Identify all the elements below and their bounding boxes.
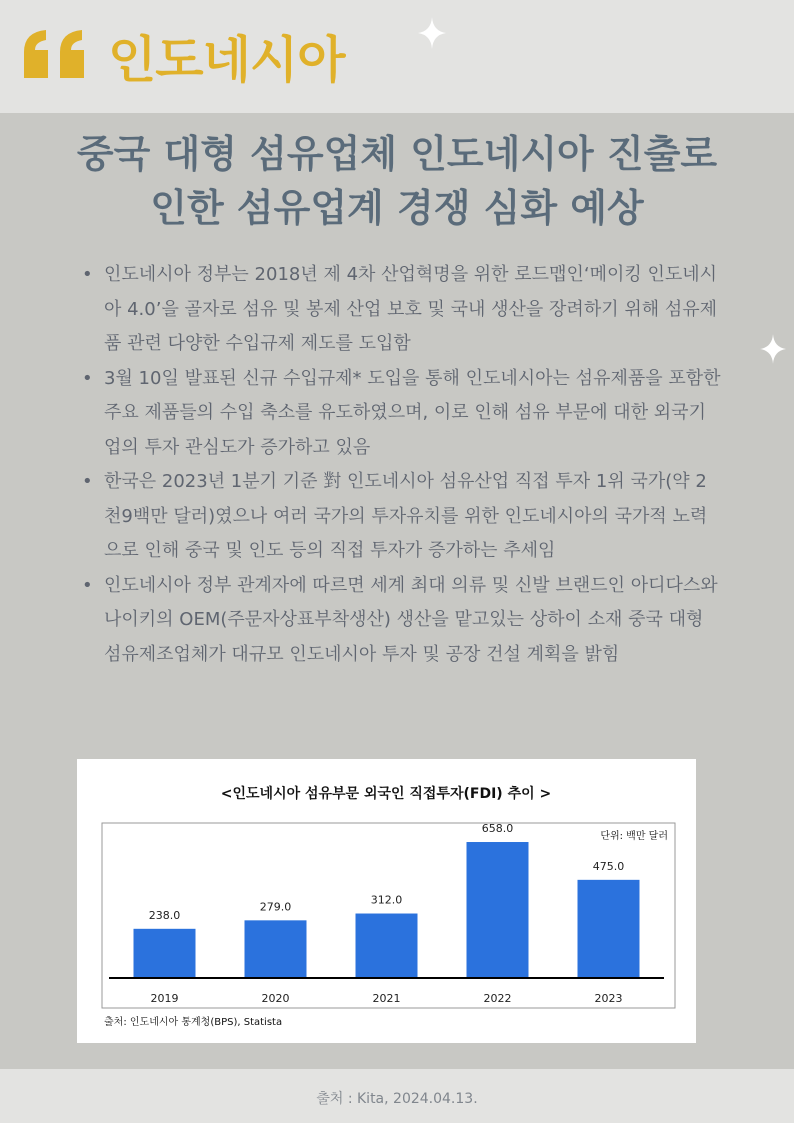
sparkle-icon bbox=[418, 17, 446, 49]
title-line-2: 인한 섬유업계 경쟁 심화 예상 bbox=[150, 186, 644, 230]
footer-source: 출처 : Kita, 2024.04.13. bbox=[316, 1091, 478, 1107]
value-label-2023: 475.0 bbox=[592, 859, 625, 873]
value-label-2020: 279.0 bbox=[259, 900, 292, 914]
bullet-list bbox=[82, 258, 722, 672]
chart-source: 출처: 인도네시아 통계청(BPS), Statista bbox=[104, 1017, 283, 1028]
x-tick-label-2020: 2020 bbox=[261, 992, 290, 1005]
bullet-item: • 인도네시아 정부는 2018년 제 4차 산업혁명을 위한 로드맵인‘메이킹 인도네시아 4.0’을 골자로 섬유 및 봉제 산업 보호 및 국내 생산을 장려하기 위해 섬유제품 관련 다양한 수입규제 제도를 도입함 bbox=[82, 258, 722, 362]
bar-2023 bbox=[578, 880, 640, 978]
title-line-1: 중국 대형 섬유업체 인도네시아 진출로 bbox=[76, 132, 718, 176]
bar-2020 bbox=[245, 920, 307, 978]
bullet-item: • 한국은 2023년 1분기 기준 對 인도네시아 섬유산업 직접 투자 1위 국가(약 2천9백만 달러)였으나 여러 국가의 투자유치를 위한 인도네시아의 국가적 노력으로 인해 중국 및 인도 등의 직접 투자가 증가하는 추세임 bbox=[82, 465, 722, 569]
bar-2021 bbox=[356, 914, 418, 978]
value-label-2022: 658.0 bbox=[481, 822, 514, 836]
bullet-item: • 인도네시아 정부 관계자에 따르면 세계 최대 의류 및 신발 브랜드인 아디다스와 나이키의 OEM(주문자상표부착생산) 생산을 맡고있는 상하이 소재 중국 대형 섬유제조업체가 대규모 인도네시아 투자 및 공장 건설 계획을 밝힘 bbox=[82, 569, 722, 673]
page-title bbox=[40, 127, 754, 235]
bar-2019 bbox=[134, 929, 196, 978]
quote-mark-icon bbox=[22, 30, 92, 80]
bullet-item: • 3월 10일 발표된 신규 수입규제* 도입을 통해 인도네시아는 섬유제품을 포함한 주요 제품들의 수입 축소를 유도하였으며, 이로 인해 섬유 부문에 대한 외국기업의 투자 관심도가 증가하고 있음 bbox=[82, 362, 722, 466]
x-tick-label-2022: 2022 bbox=[483, 992, 512, 1005]
brand-title: 인도네시아 bbox=[108, 31, 345, 89]
chart-title: <인도네시아 섬유부문 외국인 직접투자(FDI) 추이 > bbox=[220, 786, 552, 802]
value-label-2019: 238.0 bbox=[148, 908, 181, 922]
fdi-bar-chart bbox=[77, 759, 696, 1043]
x-tick-label-2021: 2021 bbox=[372, 992, 401, 1005]
value-label-2021: 312.0 bbox=[370, 893, 403, 907]
bar-2022 bbox=[467, 842, 529, 978]
unit-label: 단위: 백만 달러 bbox=[600, 831, 668, 842]
x-tick-label-2019: 2019 bbox=[150, 992, 179, 1005]
chart-panel bbox=[77, 759, 696, 1043]
x-tick-label-2023: 2023 bbox=[594, 992, 623, 1005]
sparkle-icon bbox=[760, 334, 786, 364]
